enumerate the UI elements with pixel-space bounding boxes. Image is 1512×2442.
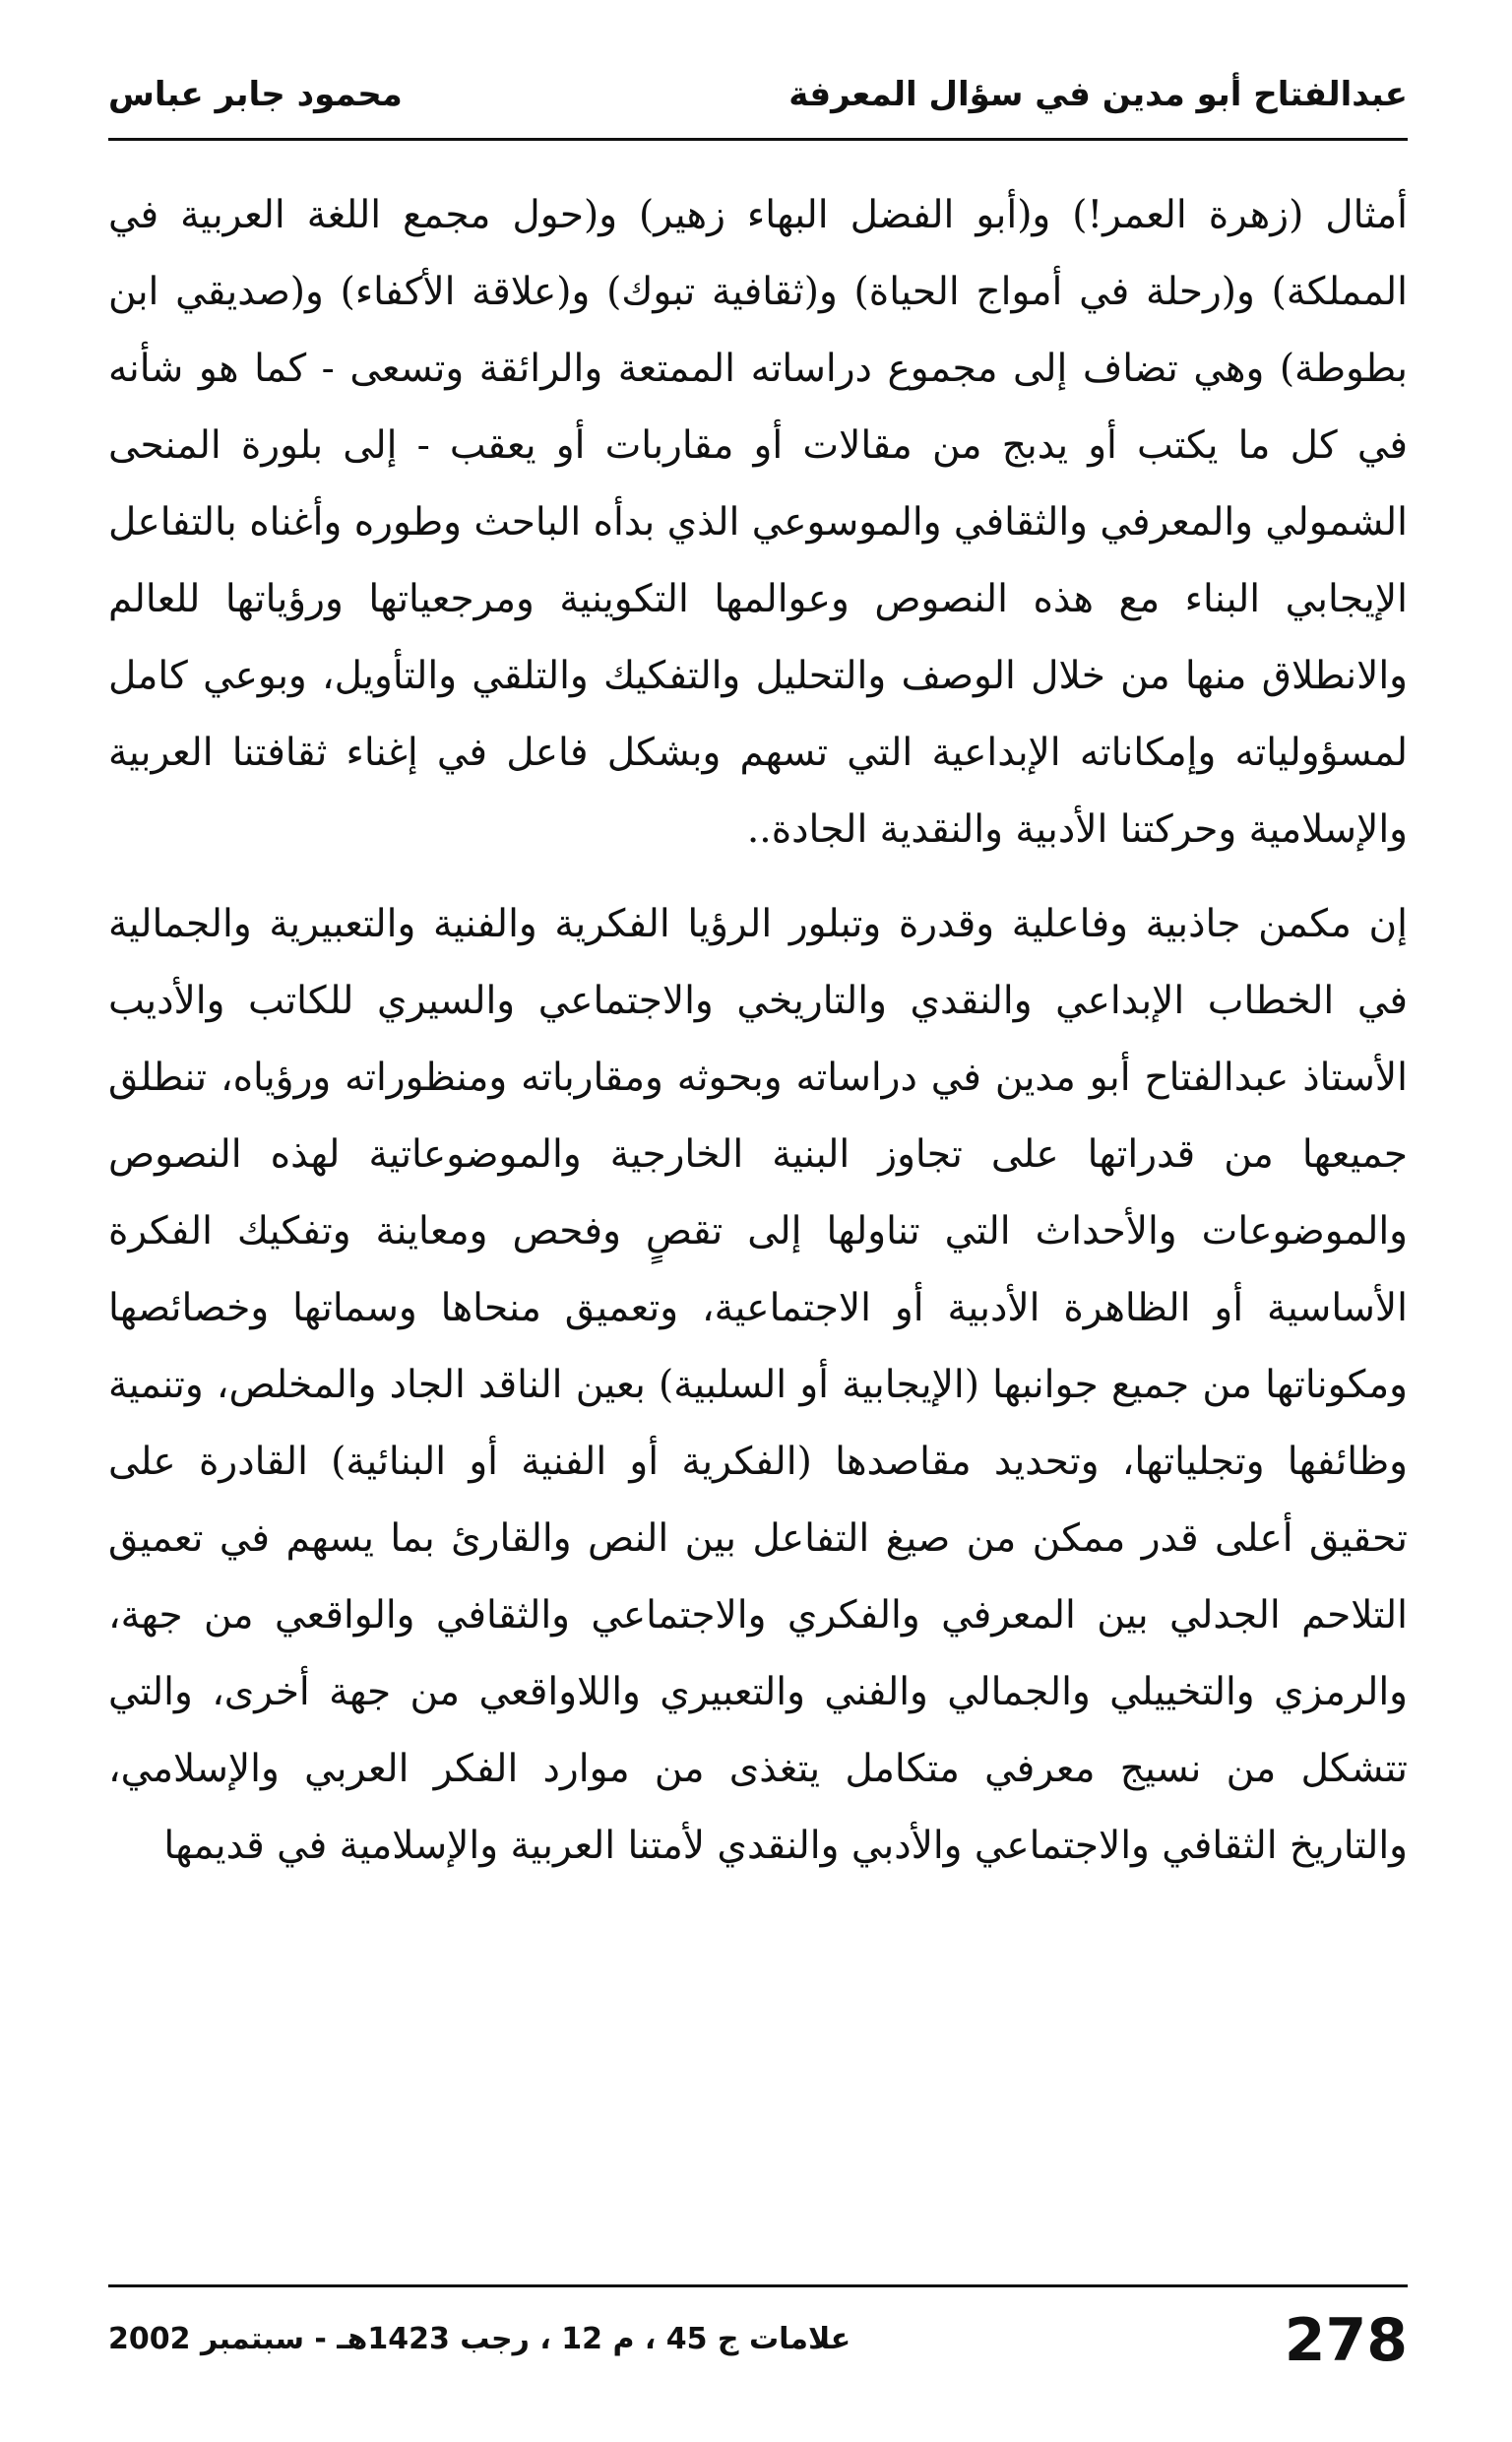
paragraph-2: إن مكمن جاذبية وفاعلية وقدرة وتبلور الرؤيا الفكرية والفنية والتعبيرية والجمالية في الخطاب الإبداعي والنقدي والتاريخي والاجتماعي والسيري للكاتب والأديب الأستاذ عبدالفتاح أبو مدين في دراساته وبحوثه ومقارباته ومنظوراته ورؤياه، تنطلق جميعها من قدراتها على تجاوز البنية الخارجية والموضوعاتية لهذه النصوص والموضوعات والأحداث التي تناولها إلى تقصٍ وفحص ومعاينة وتفكيك الفكرة الأساسية أو الظاهرة الأدبية أو الاجتماعية، وتعميق منحاها وسماتها وخصائصها ومكوناتها من جميع جوانبها (الإيجابية أو السلبية) بعين الناقد الجاد والمخلص، وتنمية وظائفها وتجلياتها، وتحديد مقاصدها (الفكرية أو الفنية أو البنائية) القادرة على تحقيق أعلى قدر ممكن من صيغ التفاعل بين النص والقارئ بما يسهم في تعميق التلاحم الجدلي بين المعرفي والفكري والاجتماعي والثقافي والواقعي من جهة، والرمزي والتخييلي والجمالي والفني والتعبيري واللاواقعي من جهة أخرى، والتي تتشكل من نسيج معرفي متكامل يتغذى من موارد الفكر العربي والإسلامي، والتاريخ الثقافي والاجتماعي والأدبي والنقدي لأمتنا العربية والإسلامية في قديمها — [108, 902, 1408, 1868]
footer-divider — [108, 2284, 1408, 2287]
author-name: محمود جابر عباس — [108, 75, 403, 114]
book-page — [108, 59, 1408, 2403]
article-title: عبدالفتاح أبو مدين في سؤال المعرفة — [788, 75, 1408, 114]
body-text — [108, 177, 1408, 1885]
journal-info: علامات ج 45 ، م 12 ، رجب 1423هـ - سبتمبر 2002 — [108, 2322, 851, 2356]
paragraph-1: أمثال (زهرة العمر!) و(أبو الفضل البهاء زهير) و(حول مجمع اللغة العربية في المملكة) و(رحلة في أمواج الحياة) و(ثقافية تبوك) و(علاقة الأكفاء) و(صديقي ابن بطوطة) وهي تضاف إلى مجموع دراساته الممتعة والرائقة وتسعى - كما هو شأنه في كل ما يكتب أو يدبج من مقالات أو مقاربات أو يعقب - إلى بلورة المنحى الشمولي والمعرفي والثقافي والموسوعي الذي بدأه الباحث وطوره وأغناه بالتفاعل الإيجابي البناء مع هذه النصوص وعوالمها التكوينية ومرجعياتها ورؤياتها للعالم والانطلاق منها من خلال الوصف والتحليل والتفكيك والتلقي والتأويل، وبوعي كامل لمسؤولياته وإمكاناته الإبداعية التي تسهم وبشكل فاعل في إغناء ثقافتنا العربية والإسلامية وحركتنا الأدبية والنقدية الجادة.. — [107, 193, 1408, 852]
running-head — [108, 59, 1408, 141]
page-number: 278 — [1284, 2306, 1408, 2375]
